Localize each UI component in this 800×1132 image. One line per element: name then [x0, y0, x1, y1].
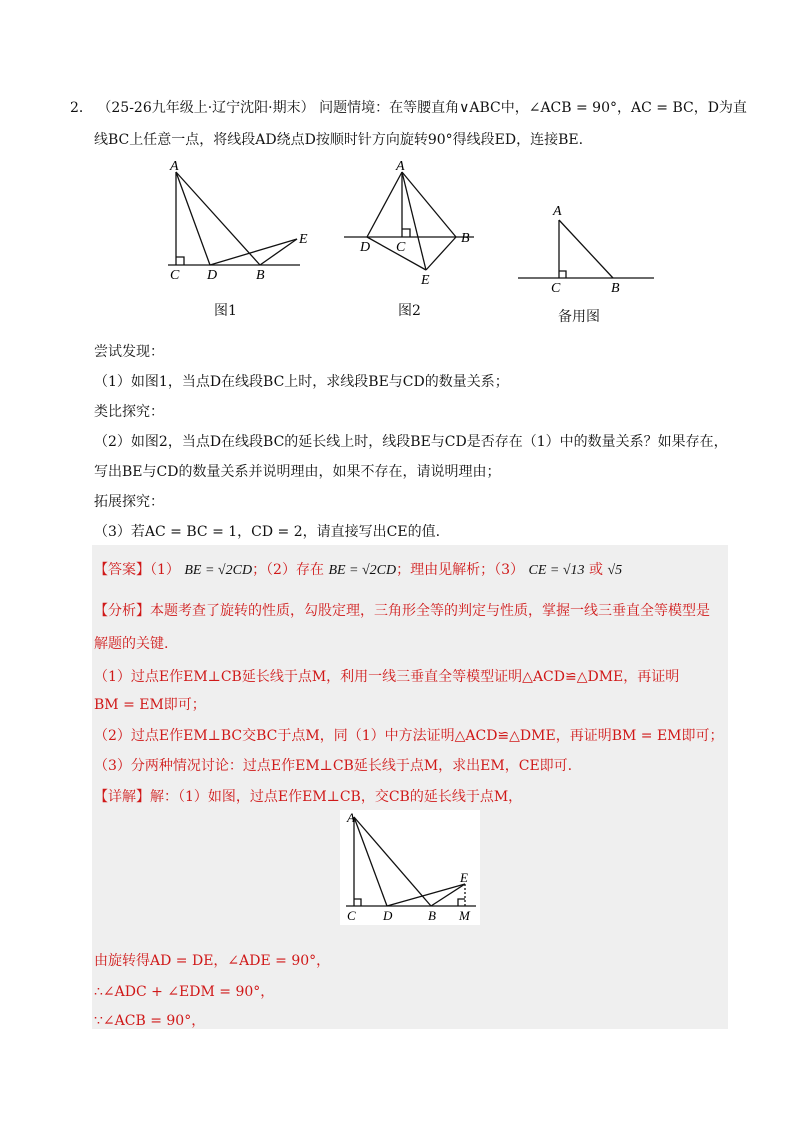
- answer-sep-1: ；（2）存在: [252, 562, 324, 578]
- fig3-label-b: B: [611, 281, 620, 296]
- analysis-line-6: （3）分两种情况讨论：过点E作EM⊥CB延长线于点M，求出EM，CE即可.: [94, 758, 573, 774]
- section-analogy: 类比探究：: [94, 404, 164, 420]
- fig1-label-a: A: [170, 159, 179, 174]
- fig1-label-b: B: [256, 268, 265, 283]
- fig2-label-a: A: [396, 159, 405, 174]
- detail-text-1: 解：（1）如图，过点E作EM⊥CB，交CB的延长线于点M，: [150, 789, 523, 805]
- analysis-line-1: [94, 601, 710, 621]
- fig1-ad: [176, 172, 210, 265]
- answer-value-1: BE = √2CD: [184, 563, 253, 578]
- fig1-right-angle: [176, 257, 184, 265]
- problem-number: 2．: [70, 100, 93, 116]
- fig2-label-b: B: [461, 231, 470, 246]
- fig2-ad: [367, 172, 402, 237]
- answer-part-1: （1）: [150, 562, 180, 578]
- answer-or: 或: [588, 562, 603, 578]
- problem-line-1: [70, 98, 747, 118]
- answer-value-3b: √5: [607, 563, 623, 578]
- sol-label-e: E: [460, 870, 468, 885]
- answer-value-3a: CE = √13: [528, 563, 585, 578]
- answer-sep-2: ；理由见解析；（3）: [396, 562, 525, 578]
- section-try: 尝试发现：: [94, 344, 164, 360]
- fig2-right-angle: [402, 229, 410, 237]
- problem-statement-1: 问题情境：在等腰直角∨ABC中，∠ACB = 90°，AC = BC，D为直: [319, 100, 747, 116]
- fig2-be: [426, 237, 456, 270]
- detail-line-1: [94, 787, 522, 807]
- fig3-caption: 备用图: [558, 309, 600, 325]
- answer-tag: 【答案】: [94, 562, 150, 578]
- analysis-line-2: 解题的关键.: [94, 636, 169, 652]
- fig2-label-d: D: [360, 240, 371, 255]
- sol-label-a: A: [347, 810, 355, 825]
- detail-step-3: ∵∠ACB = 90°，: [94, 1013, 206, 1029]
- detail-tag: 【详解】: [94, 789, 150, 805]
- question-2b: 写出BE与CD的数量关系并说明理由，如果不存在，请说明理由；: [94, 464, 501, 480]
- fig2-label-e: E: [421, 273, 430, 288]
- fig1-ab: [176, 172, 260, 265]
- fig1-label-c: C: [170, 268, 180, 283]
- analysis-text-1: 本题考查了旋转的性质，勾股定理，三角形全等的判定与性质，掌握一线三垂直全等模型是: [150, 603, 710, 619]
- problem-source: （25-26九年级上·辽宁沈阳·期末）: [97, 100, 315, 116]
- fig3-label-a: A: [553, 204, 562, 219]
- detail-step-2: ∴∠ADC + ∠EDM = 90°，: [94, 984, 275, 1000]
- fig1-caption: 图1: [214, 303, 237, 319]
- figure-spare: [518, 220, 654, 278]
- question-2a: （2）如图2，当点D在线段BC的延长线上时，线段BE与CD是否存在（1）中的数量关系？如果存在，: [94, 434, 728, 450]
- fig2-caption: 图2: [398, 303, 421, 319]
- analysis-line-4: BM = EM即可；: [94, 697, 206, 713]
- fig3-ab: [559, 220, 613, 278]
- analysis-tag: 【分析】: [94, 603, 150, 619]
- figure-2: [344, 172, 474, 270]
- sol-label-b: B: [428, 908, 436, 923]
- fig1-be: [260, 239, 297, 265]
- question-3: （3）若AC = BC = 1，CD = 2，请直接写出CE的值.: [94, 524, 441, 540]
- figure-1: [168, 172, 300, 265]
- sol-label-m: M: [459, 908, 470, 923]
- analysis-line-3: （1）过点E作EM⊥CB延长线于点M，利用一线三垂直全等模型证明△ACD≌△DME，再证明: [94, 669, 680, 685]
- fig2-label-c: C: [396, 240, 406, 255]
- question-1: （1）如图1，当点D在线段BC上时，求线段BE与CD的数量关系；: [94, 374, 509, 390]
- fig1-label-d: D: [207, 268, 218, 283]
- analysis-line-5: （2）过点E作EM⊥BC交BC于点M，同（1）中方法证明△ACD≌△DME，再证明BM = EM即可；: [94, 728, 724, 744]
- sol-label-c: C: [347, 908, 356, 923]
- detail-step-1: 由旋转得AD = DE，∠ADE = 90°，: [94, 953, 331, 969]
- solution-figure: [340, 810, 480, 925]
- answer-value-2: BE = √2CD: [328, 563, 397, 578]
- sol-label-d: D: [383, 908, 393, 923]
- fig1-label-e: E: [299, 232, 308, 247]
- fig1-de: [210, 239, 297, 265]
- problem-statement-2: 线BC上任意一点，将线段AD绕点D按顺时针方向旋转90°得线段ED，连接BE.: [94, 132, 584, 148]
- fig3-label-c: C: [551, 281, 561, 296]
- answer-line: [94, 560, 622, 581]
- section-expand: 拓展探究：: [94, 494, 164, 510]
- fig3-right-angle: [559, 271, 566, 278]
